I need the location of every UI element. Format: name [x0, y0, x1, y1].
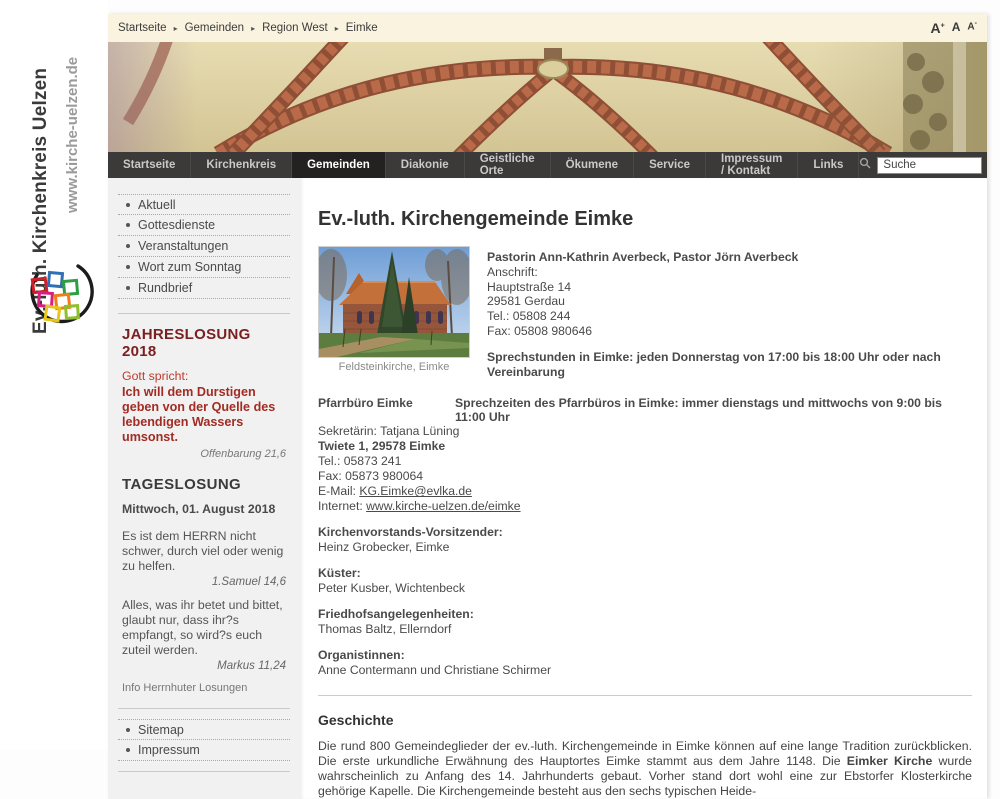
nav-item-service[interactable]: Service	[634, 152, 706, 178]
bullet-icon	[126, 728, 130, 732]
pfarrbuero-address: Twiete 1, 29578 Eimke	[318, 439, 446, 454]
tageslosung-widget	[118, 460, 290, 694]
address-line: 29581 Gerdau	[487, 294, 565, 309]
breadcrumb-item-eimke[interactable]: Eimke	[345, 22, 378, 34]
font-size-normal-button[interactable]: A	[951, 20, 961, 34]
sidebar	[108, 178, 300, 799]
nav-item-geistliche-orte[interactable]: Geistliche Orte	[465, 152, 551, 178]
jahreslosung-intro: Gott spricht:	[122, 369, 189, 383]
bullet-icon	[126, 244, 130, 248]
bullet-icon	[126, 286, 130, 290]
sprechzeiten-line: Sprechzeiten des Pfarrbüros in Eimke: immer dienstags und mittwochs von 9:00 bis 11:00 Uhr	[455, 396, 942, 425]
breadcrumb	[108, 14, 987, 42]
pfarrbuero-title: Pfarrbüro Eimke	[318, 396, 413, 411]
photo-caption: Feldsteinkirche, Eimke	[338, 361, 450, 373]
nav-item-startseite[interactable]: Startseite	[108, 152, 191, 178]
sidebar-item-sitemap[interactable]: Sitemap	[118, 719, 290, 740]
geschichte-paragraph: Die rund 800 Gemeindeglieder der ev.-luth. Kirchengemeinde in Eimke können auf eine lange Tradition zurückblicken. Die erste urkundliche Erwähnung des Hauptortes Eimke stammt aus dem Jahre 1148. Die Eimker Kirche wurde wahrscheinlich zu Anfang des 14. Jahrhunderts gebaut. Vorher stand dort wohl eine zur Ebstorfer Klosterkirche gehörige Kapelle. Die Kirchengemeinde besteht aus den sechs typischen Heide-	[318, 739, 972, 799]
tageslosung-verse-reference: 1.Samuel 14,6	[211, 576, 286, 588]
jahreslosung-reference: Offenbarung 21,6	[200, 448, 286, 460]
church-photo	[318, 246, 470, 358]
address-line: Anschrift:	[487, 264, 538, 279]
pfarrbuero-email-line: E-Mail: KG.Eimke@evlka.de	[318, 484, 472, 499]
branding-strip	[0, 0, 108, 750]
sprechstunden-line: Sprechstunden in Eimke: jeden Donnerstag von 17:00 bis 18:00 Uhr oder nach Vereinbarung	[487, 349, 941, 379]
breadcrumb-item-startseite[interactable]: Startseite	[118, 22, 167, 34]
font-size-controls	[931, 20, 977, 36]
jahreslosung-quote: Ich will dem Durstigen geben von der Quelle des lebendigen Wassers umsonst.	[122, 385, 276, 444]
branding-url: www.kirche-uelzen.de	[64, 56, 81, 213]
nav-item-diakonie[interactable]: Diakonie	[386, 152, 465, 178]
search-icon	[859, 156, 871, 174]
font-size-decrease-button[interactable]: A-	[967, 20, 977, 33]
contact-name: Peter Kusber, Wichtenbeck	[318, 581, 465, 596]
main-navigation	[108, 152, 987, 178]
contact-role: Friedhofsangelegenheiten:	[318, 607, 474, 622]
nav-item-impressum-kontakt[interactable]: Impressum / Kontakt	[706, 152, 798, 178]
chevron-right-icon: ▸	[173, 23, 178, 33]
address-line: Hauptstraße 14	[487, 279, 572, 294]
chevron-right-icon: ▸	[334, 23, 339, 33]
website-link[interactable]: www.kirche-uelzen.de/eimke	[366, 499, 521, 514]
contact-entry	[318, 607, 972, 637]
email-link[interactable]: KG.Eimke@evlka.de	[359, 484, 472, 499]
bullet-icon	[126, 748, 130, 752]
sidebar-item-gottesdienste[interactable]: Gottesdienste	[118, 215, 290, 236]
nav-item-kirchenkreis[interactable]: Kirchenkreis	[191, 152, 292, 178]
nav-item-gemeinden[interactable]: Gemeinden	[292, 152, 386, 178]
address-line: Fax: 05808 980646	[487, 323, 593, 338]
header-banner-image	[108, 42, 987, 152]
sidebar-item-wort-zum-sonntag[interactable]: Wort zum Sonntag	[118, 257, 290, 278]
pfarrbuero-fax: Fax: 05873 980064	[318, 469, 424, 484]
address-line: Tel.: 05808 244	[487, 309, 571, 324]
page-title: Ev.-luth. Kirchengemeinde Eimke	[318, 208, 634, 230]
jahreslosung-widget	[118, 314, 290, 460]
font-size-increase-button[interactable]: A+	[930, 20, 945, 36]
page-container	[108, 14, 987, 799]
herrnhuter-losungen-link[interactable]: Info Herrnhuter Losungen	[122, 682, 248, 694]
jahreslosung-title: JAHRESLOSUNG 2018	[122, 326, 251, 360]
contact-entry	[318, 566, 972, 596]
chevron-right-icon: ▸	[251, 23, 256, 33]
geschichte-title: Geschichte	[318, 712, 394, 729]
contact-role: Organistinnen:	[318, 648, 405, 663]
sidebar-item-veranstaltungen[interactable]: Veranstaltungen	[118, 236, 290, 257]
branding-title: Ev.-luth. Kirchenkreis Uelzen	[30, 67, 51, 334]
kirchenkreis-logo-icon	[22, 253, 94, 333]
sidebar-item-rundbrief[interactable]: Rundbrief	[118, 278, 290, 299]
tageslosung-verse: Es ist dem HERRN nicht schwer, durch viel oder wenig zu helfen.	[122, 529, 284, 573]
bullet-icon	[126, 203, 130, 207]
contact-entry	[318, 525, 972, 555]
tageslosung-title: TAGESLOSUNG	[122, 476, 242, 493]
breadcrumb-item-gemeinden[interactable]: Gemeinden	[184, 22, 245, 34]
nav-item-links[interactable]: Links	[798, 152, 859, 178]
bullet-icon	[126, 223, 130, 227]
sekretaerin-line: Sekretärin: Tatjana Lüning	[318, 424, 460, 439]
sidebar-item-impressum[interactable]: Impressum	[118, 740, 290, 761]
nav-item-oekumene[interactable]: Ökumene	[551, 152, 634, 178]
tageslosung-verse-reference: Markus 11,24	[217, 660, 286, 672]
tageslosung-date: Mittwoch, 01. August 2018	[122, 502, 276, 516]
contact-entry	[318, 648, 972, 678]
pfarrbuero-tel: Tel.: 05873 241	[318, 454, 402, 469]
contact-name: Thomas Baltz, Ellerndorf	[318, 622, 452, 637]
sidebar-divider	[118, 771, 290, 772]
breadcrumb-item-region-west[interactable]: Region West	[262, 22, 328, 34]
sidebar-item-aktuell[interactable]: Aktuell	[118, 194, 290, 215]
pastors-line: Pastorin Ann-Kathrin Averbeck, Pastor Jörn Averbeck	[487, 250, 799, 264]
content-divider	[318, 695, 972, 696]
contact-role: Kirchenvorstands-Vorsitzender:	[318, 525, 503, 540]
contact-name: Anne Contermann und Christiane Schirmer	[318, 663, 552, 678]
pfarrbuero-internet-line: Internet: www.kirche-uelzen.de/eimke	[318, 499, 521, 514]
contact-name: Heinz Grobecker, Eimke	[318, 540, 450, 555]
tageslosung-verse: Alles, was ihr betet und bittet, glaubt nur, dass ihr?s empfangt, so wird?s euch zuteil werden.	[122, 598, 283, 657]
search-input[interactable]	[877, 157, 982, 174]
main-content	[300, 178, 987, 799]
bullet-icon	[126, 265, 130, 269]
contact-role: Küster:	[318, 566, 361, 581]
sidebar-divider	[118, 708, 290, 709]
